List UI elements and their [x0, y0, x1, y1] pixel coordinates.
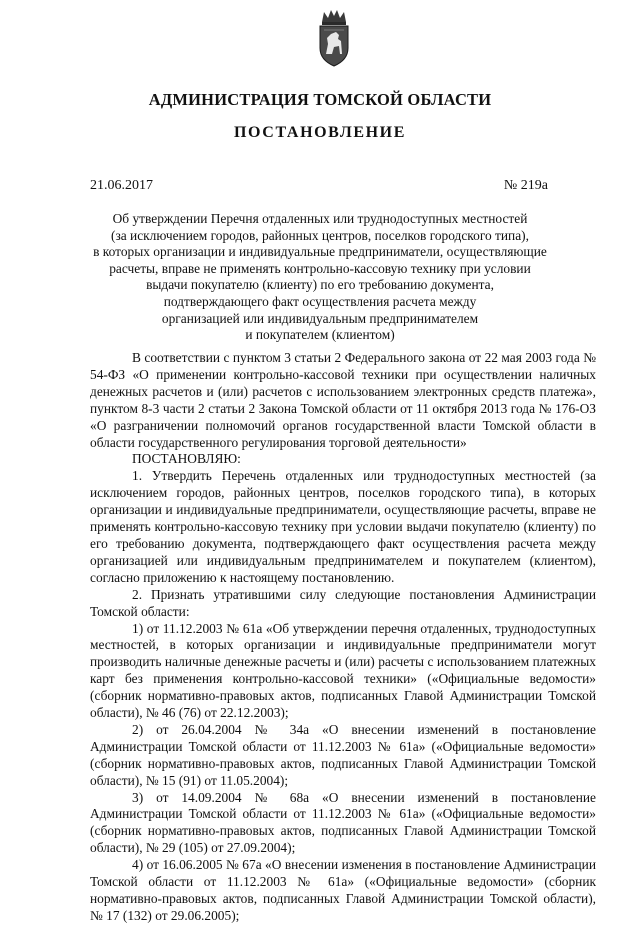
subitem-4-paragraph: 4) от 16.06.2005 № 67а «О внесении изменения в постановление Администрации Томской области от 11.12.2003 № 61а» («Официальные ведомости» (сборник нормативно-правовых актов, подписанных Главой Администрации Томской области), № 17 (132) от 29.06.2005);: [90, 857, 596, 923]
document-type: ПОСТАНОВЛЕНИЕ: [234, 124, 406, 141]
subject-line: расчеты, вправе не применять контрольно-кассовую технику при условии: [109, 260, 531, 276]
document-subject: [90, 211, 550, 344]
subject-line: (за исключением городов, районных центров, поселков городского типа),: [111, 227, 529, 243]
tomsk-coat-of-arms-icon: [314, 8, 354, 68]
subject-line: организацией или индивидуальным предпринимателем: [161, 310, 479, 326]
agency-title: АДМИНИСТРАЦИЯ ТОМСКОЙ ОБЛАСТИ: [148, 90, 492, 109]
subitem-1-paragraph: 1) от 11.12.2003 № 61а «Об утверждении перечня отдаленных, труднодоступных местностей, в которых организации и индивидуальные предприниматели могут производить наличные денежные расчеты и (или) расчеты с использованием платежных карт без применения контрольно-кассовой техники» («Официальные ведомости» (сборник нормативно-правовых актов, подписанных Главой Администрации Томской области), № 46 (76) от 22.12.2003);: [90, 620, 596, 721]
subitem-2-paragraph: 2) от 26.04.2004 № 34а «О внесении изменений в постановление Администрации Томской области от 11.12.2003 № 61а» («Официальные ведомости» (сборник нормативно-правовых актов, подписанных Главой Администрации Томской области), № 15 (91) от 11.05.2004);: [90, 721, 596, 788]
document-number: № 219а: [503, 178, 548, 193]
subitem-3-paragraph: 3) от 14.09.2004 № 68а «О внесении изменений в постановление Администрации Томской области от 11.12.2003 № 61а» («Официальные ведомости» (сборник нормативно-правовых актов, подписанных Главой Администрации Томской области), № 29 (105) от 27.09.2004);: [90, 789, 596, 856]
document-date: 21.06.2017: [90, 178, 153, 193]
subject-line: подтверждающего факт осуществления расчета между: [163, 293, 477, 309]
item-1-paragraph: 1. Утвердить Перечень отдаленных или труднодоступных местностей (за исключением городов, районных центров, поселков городского типа), в которых организации и индивидуальные предприниматели, осуществляющие расчеты, вправе не применять контрольно-кассовую технику при условии выдачи покупателю (клиенту) по его требованию документа, подтверждающего факт осуществления расчета между организацией или индивидуальным предпринимателем и покупателем (клиентом), согласно приложению к настоящему постановлению.: [90, 468, 596, 585]
subject-line: в которых организации и индивидуальные предприниматели, осуществляющие: [93, 244, 547, 260]
decree-heading: ПОСТАНОВЛЯЮ:: [132, 451, 241, 467]
item-2-paragraph: 2. Признать утратившими силу следующие постановления Администрации Томской области:: [90, 586, 596, 619]
subject-line: и покупателем (клиентом): [245, 327, 395, 343]
preamble-paragraph: В соответствии с пунктом 3 статьи 2 Федерального закона от 22 мая 2003 года № 54-ФЗ «О применении контрольно-кассовой техники при осуществлении наличных денежных расчетов и (или) расчетов с использованием электронных средств платежа», пунктом 8-3 части 2 статьи 2 Закона Томской области от 11 октября 2013 года № 176-ОЗ «О разграничении полномочий органов государственной власти Томской области в области государственного регулирования торговой деятельности»: [90, 350, 596, 450]
subject-line: выдачи покупателю (клиенту) по его требованию документа,: [146, 277, 494, 293]
subject-line: Об утверждении Перечня отдаленных или труднодоступных местностей: [112, 211, 528, 226]
document-body: [90, 350, 596, 925]
